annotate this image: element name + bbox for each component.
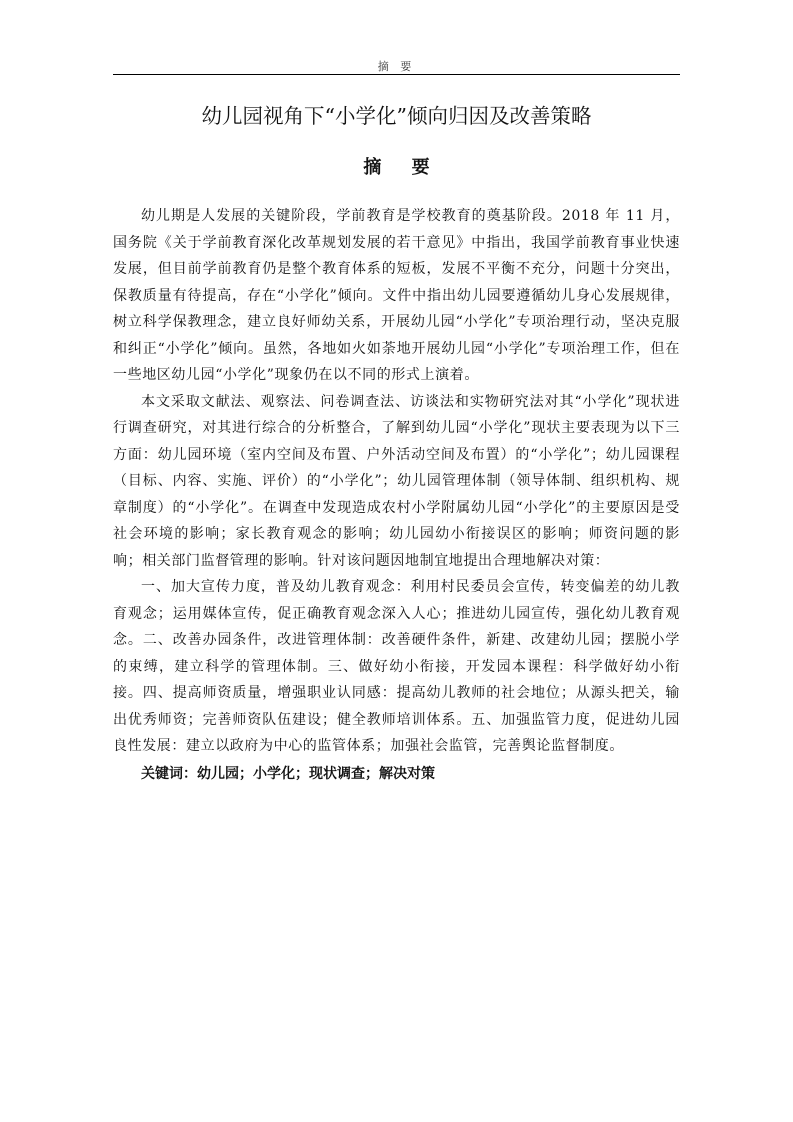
abstract-paragraph-1: 幼儿期是人发展的关键阶段，学前教育是学校教育的奠基阶段。2018 年 11 月，国务院《关于学前教育深化改革规划发展的若干意见》中指出，我国学前教育事业快速发展，但目前学前教育仍是整个教育体系的短板，发展不平衡不充分，问题十分突出，保教质量有待提高，存在“小学化”倾向。文件中指出幼儿园要遵循幼儿身心发展规律，树立科学保教理念，建立良好师幼关系，开展幼儿园“小学化”专项治理行动，坚决克服和纠正“小学化”倾向。虽然，各地如火如荼地开展幼儿园“小学化”专项治理工作，但在一些地区幼儿园“小学化”现象仍在以不同的形式上演着。	[113, 208, 680, 383]
running-header: 摘 要	[377, 60, 416, 73]
abstract-body	[113, 203, 680, 787]
abstract-heading: 摘 要	[363, 157, 442, 178]
abstract-paragraph-3: 一、加大宣传力度，普及幼儿教育观念：利用村民委员会宣传，转变偏差的幼儿教育观念；运用媒体宣传，促正确教育观念深入人心；推进幼儿园宣传，强化幼儿教育观念。二、改善办园条件，改进管理体制：改善硬件条件，新建、改建幼儿园；摆脱小学的束缚，建立科学的管理体制。三、做好幼小衔接，开发园本课程：科学做好幼小衔接。四、提高师资质量，增强职业认同感：提高幼儿教师的社会地位；从源头把关，输出优秀师资；完善师资队伍建设；健全教师培训体系。五、加强监管力度，促进幼儿园良性发展：建立以政府为中心的监管体系；加强社会监管，完善舆论监督制度。	[113, 579, 680, 754]
keywords-line: 关键词：幼儿园；小学化；现状调查；解决对策	[141, 765, 435, 782]
header-rule	[113, 74, 680, 75]
abstract-paragraph-2: 本文采取文献法、观察法、问卷调查法、访谈法和实物研究法对其“小学化”现状进行调查研究，对其进行综合的分析整合，了解到幼儿园“小学化”现状主要表现为以下三方面：幼儿园环境（室内空间及布置、户外活动空间及布置）的“小学化”；幼儿园课程（目标、内容、实施、评价）的“小学化”；幼儿园管理体制（领导体制、组织机构、规章制度）的“小学化”。在调查中发现造成农村小学附属幼儿园“小学化”的主要原因是受社会环境的影响；家长教育观念的影响；幼儿园幼小衔接误区的影响；师资问题的影响；相关部门监督管理的影响。针对该问题因地制宜地提出合理地解决对策：	[113, 393, 680, 569]
document-title: 幼儿园视角下“小学化”倾向归因及改善策略	[201, 104, 592, 128]
